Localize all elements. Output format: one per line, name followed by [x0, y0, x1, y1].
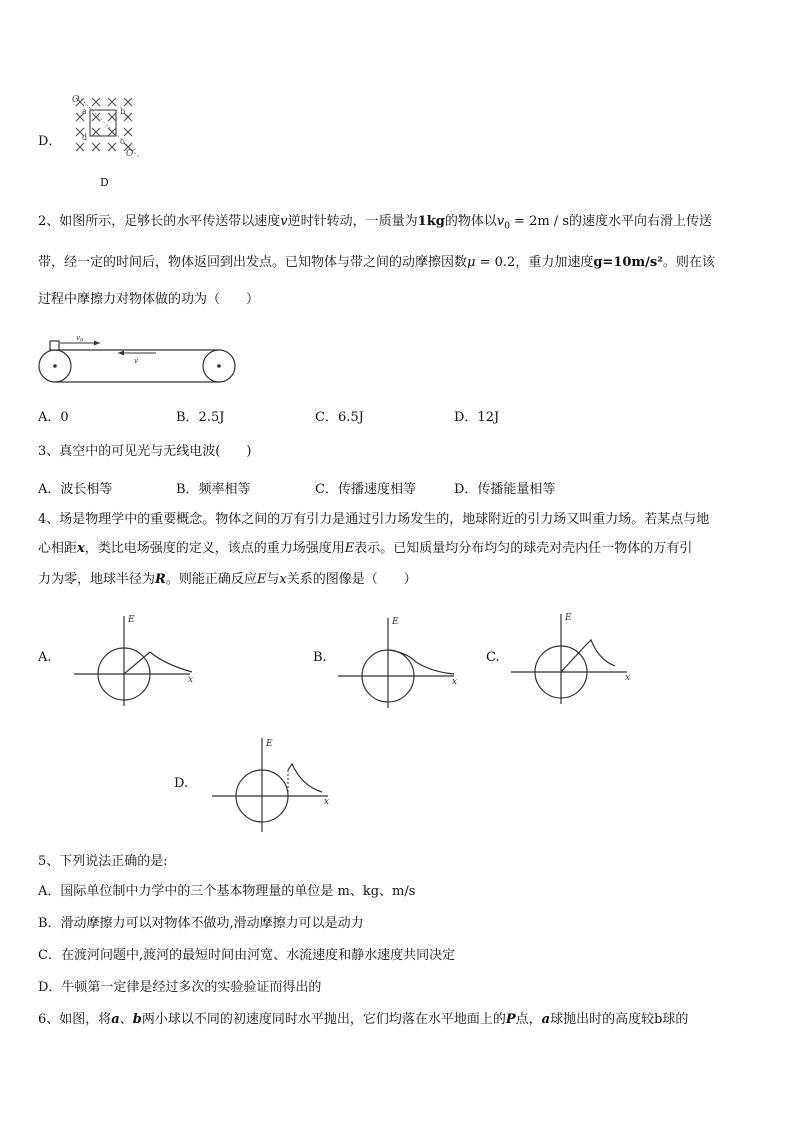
- q4-graph-c: [509, 610, 633, 706]
- q1-option-d-figure: [70, 92, 150, 162]
- q6-stem: 6、如图，将a、b两小球以不同的初速度同时水平抛出，它们均落在水平地面上的P点，a球抛出时的高度较b球的: [38, 1012, 689, 1027]
- axis-x-label: x: [452, 677, 458, 687]
- q3-option-c[interactable]: C．传播速度相等: [315, 482, 416, 497]
- q5-stem: 5、下列说法正确的是:: [38, 854, 168, 869]
- fig-letter-c: c: [120, 137, 125, 146]
- axis-x-label: x: [625, 673, 631, 683]
- q3-stem: 3、真空中的可见光与无线电波( ): [38, 444, 252, 459]
- fig-v-label: v: [134, 357, 138, 365]
- q4-option-d[interactable]: D.: [174, 776, 189, 791]
- axis-E-label: E: [565, 613, 572, 623]
- q1-option-d-label: D．: [38, 134, 62, 149]
- q4-graph-b: [336, 614, 460, 710]
- q3-option-b[interactable]: B．频率相等: [176, 482, 251, 497]
- fig-v0-label: $v_0$: [76, 334, 84, 344]
- q2-line3: 过程中摩擦力对物体做的功为（ ）: [38, 292, 260, 307]
- axis-x-label: x: [324, 797, 330, 807]
- fig-letter-O-prime: O′: [126, 149, 136, 159]
- q4-option-a[interactable]: A.: [38, 650, 52, 665]
- q2-option-a[interactable]: A．0: [38, 410, 69, 425]
- fig-letter-a: a: [82, 107, 87, 116]
- q4-line3: 力为零，地球半径为R。则能正确反应E与x关系的图像是（ ）: [38, 572, 417, 587]
- axis-E-label: E: [392, 617, 399, 627]
- q1-fig-caption: D: [100, 176, 109, 189]
- q2-line2: 带，经一定的时间后，物体返回到出发点。已知物体与带之间的动摩擦因数μ = 0.2，重力加速度g=10m/s²。则在该: [38, 255, 715, 270]
- q4-option-c[interactable]: C.: [486, 650, 500, 665]
- q4-line2: 心相距x，类比电场强度的定义，该点的重力场强度用E表示。已知质量均分布均匀的球壳对壳内任一物体的万有引: [38, 541, 693, 556]
- fig-letter-d: d: [82, 133, 88, 142]
- q3-option-d[interactable]: D．传播能量相等: [454, 482, 556, 497]
- q5-option-a[interactable]: A．国际单位制中力学中的三个基本物理量的单位是 m、kg、m/s: [38, 884, 416, 899]
- q4-option-b[interactable]: B.: [313, 650, 327, 665]
- axis-x-label: x: [188, 675, 194, 685]
- axis-E-label: E: [266, 739, 273, 749]
- q4-graph-a: [72, 612, 196, 708]
- q5-option-c[interactable]: C．在渡河问题中,渡河的最短时间由河宽、水流速度和静水速度共同决定: [38, 948, 456, 963]
- q3-option-a[interactable]: A．波长相等: [38, 482, 113, 497]
- q5-option-d[interactable]: D．牛顿第一定律是经过多次的实验验证而得出的: [38, 980, 322, 995]
- q2-option-d[interactable]: D．12J: [454, 410, 500, 425]
- fig-letter-O: O: [72, 95, 80, 105]
- axis-E-label: E: [128, 615, 135, 625]
- q2-option-c[interactable]: C．6.5J: [315, 410, 364, 425]
- q2-option-b[interactable]: B．2.5J: [176, 410, 225, 425]
- q2-conveyor-figure: [38, 330, 240, 384]
- q2-line1: 2、如图所示，足够长的水平传送带以速度v逆时针转动，一质量为1kg的物体以$v_0 = 2m / s$的速度水平向右滑上传送: [38, 214, 713, 232]
- q4-graph-d: [210, 734, 334, 834]
- fig-letter-b: b: [120, 107, 126, 116]
- q5-option-b[interactable]: B．滑动摩擦力可以对物体不做功,滑动摩擦力可以是动力: [38, 916, 364, 931]
- q4-line1: 4、场是物理学中的重要概念。物体之间的万有引力是通过引力场发生的，地球附近的引力场又叫重力场。若某点与地: [38, 512, 710, 527]
